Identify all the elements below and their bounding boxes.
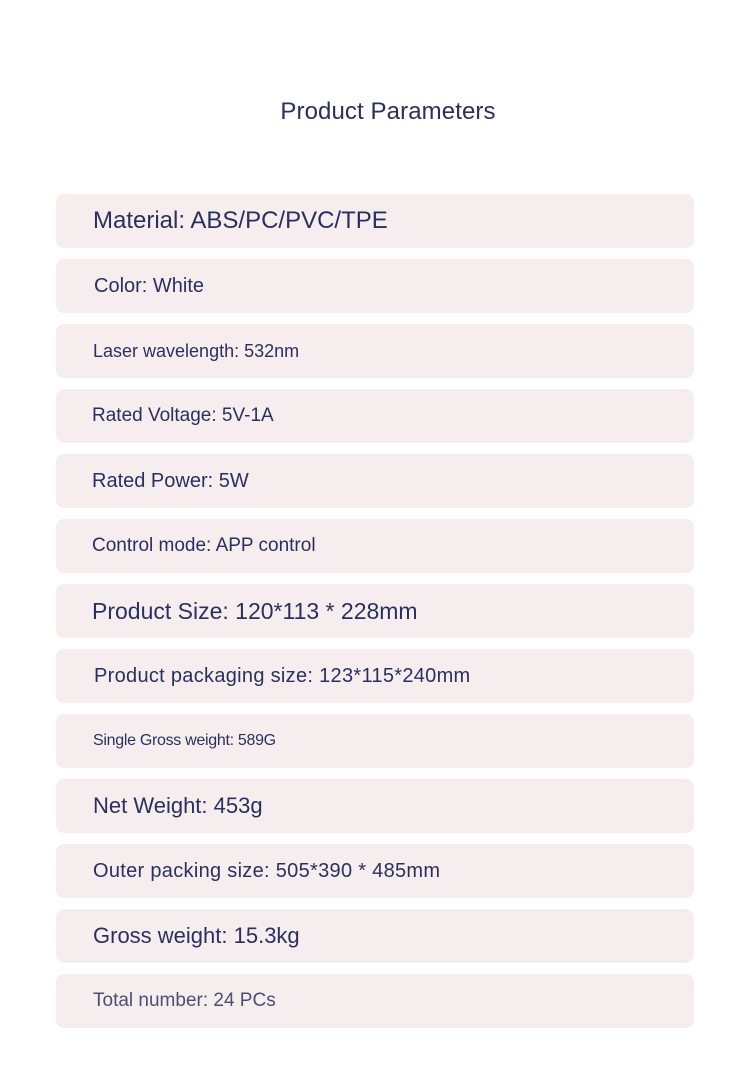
- parameter-list: [56, 194, 694, 1039]
- param-text: Rated Power: 5W: [92, 469, 249, 492]
- param-row-product-size: [56, 584, 694, 638]
- param-text: Control mode: APP control: [92, 535, 316, 556]
- param-row-laser-wavelength: [56, 324, 694, 378]
- param-row-control-mode: [56, 519, 694, 573]
- param-row-net-weight: [56, 779, 694, 833]
- param-text: Product packaging size: 123*115*240mm: [94, 664, 471, 687]
- param-text: Net Weight: 453g: [93, 793, 263, 818]
- param-text: Material: ABS/PC/PVC/TPE: [93, 207, 388, 234]
- param-text: Single Gross weight: 589G: [93, 732, 276, 749]
- param-row-packaging-size: [56, 649, 694, 703]
- param-text: Rated Voltage: 5V-1A: [92, 405, 274, 426]
- param-row-rated-power: [56, 454, 694, 508]
- param-text: Gross weight: 15.3kg: [93, 923, 300, 948]
- param-row-material: [56, 194, 694, 248]
- param-row-gross-weight: [56, 909, 694, 963]
- param-row-rated-voltage: [56, 389, 694, 443]
- param-text: Product Size: 120*113 * 228mm: [92, 597, 418, 624]
- param-row-total-number: [56, 974, 694, 1028]
- param-text: Laser wavelength: 532nm: [93, 340, 300, 361]
- param-text: Total number: 24 PCs: [93, 990, 276, 1011]
- param-row-outer-packing-size: [56, 844, 694, 898]
- page-title: Product Parameters: [280, 98, 496, 125]
- param-row-color: [56, 259, 694, 313]
- param-text: Outer packing size: 505*390 * 485mm: [93, 859, 441, 882]
- param-row-single-gross-weight: [56, 714, 694, 768]
- param-text: Color: White: [94, 274, 205, 297]
